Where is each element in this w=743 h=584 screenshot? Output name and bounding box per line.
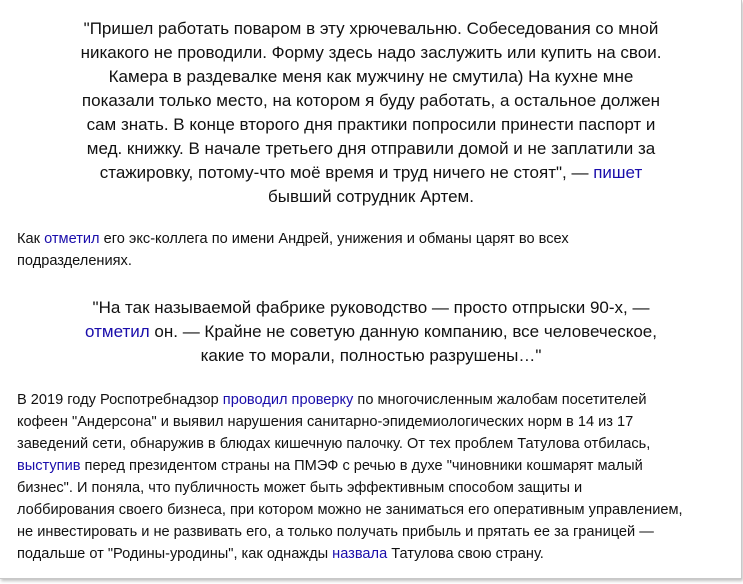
paragraph-line: не инвестировать и не развивать его, а только получать прибыль и прятать ее за границей — xyxy=(17,524,654,540)
quote-line: сам знать. В конце второго дня практики попросили принести паспорт и xyxy=(86,115,656,134)
quote-line: "Пришел работать поваром в эту хрючевальню. Собеседования со мной xyxy=(83,19,659,38)
quote-line: какие то морали, полностью разрушены…" xyxy=(200,346,542,365)
paragraph-text: по многочисленным жалобам посетителей xyxy=(353,392,647,408)
link-otmetil-1[interactable]: отметил xyxy=(44,231,100,247)
paragraph-line: лоббирования своего бизнеса, при котором можно не заниматься его оперативным управлением, xyxy=(17,502,683,518)
paragraph-line xyxy=(17,543,732,565)
paragraph-line xyxy=(17,455,732,477)
quote-line: Камера в раздевалке меня как мужчину не смутила) На кухне мне xyxy=(108,67,634,86)
paragraph-line: подразделениях. xyxy=(17,253,132,269)
quote-text: стажировку, потому-что моё время и труд ничего не стоят", — xyxy=(99,163,594,182)
quote-line xyxy=(40,320,702,344)
link-vystupiv[interactable]: выступив xyxy=(17,458,81,474)
paragraph-rospotrebnadzor xyxy=(17,389,732,565)
quote-line: никакого не проводили. Форму здесь надо заслужить или купить на свои. xyxy=(80,43,662,62)
paragraph-andrey xyxy=(17,228,732,272)
quote-line: "На так называемой фабрике руководство — просто отпрыски 90-х, — xyxy=(92,298,650,317)
paragraph-line: бизнес". И поняла, что публичность может быть эффективным способом защиты и xyxy=(17,480,583,496)
paragraph-text: его экс-коллега по имени Андрей, унижения и обманы царят во всех xyxy=(99,231,569,247)
paragraph-text: подальше от "Родины-уродины", как однажды xyxy=(17,546,333,562)
quote-line xyxy=(40,161,702,185)
quote-line: бывший сотрудник Артем. xyxy=(268,187,474,206)
link-nazvala[interactable]: назвала xyxy=(332,546,388,562)
paragraph-text: Татулова свою страну. xyxy=(387,546,544,562)
paragraph-line xyxy=(17,389,732,411)
quote-line: мед. книжку. В начале третьего дня отправили домой и не заплатили за xyxy=(86,139,656,158)
link-pishet[interactable]: пишет xyxy=(593,163,643,182)
link-otmetil-2[interactable]: отметил xyxy=(85,322,150,341)
quote-artem xyxy=(40,17,702,209)
paragraph-line xyxy=(17,228,732,250)
paragraph-line: кофеен "Андерсона" и выявил нарушения санитарно-эпидемиологических норм в 14 из 17 xyxy=(17,414,634,430)
paragraph-text: перед президентом страны на ПМЭФ с речью в духе "чиновники кошмарят малый xyxy=(80,458,643,474)
quote-text: он. — Крайне не советую данную компанию, все человеческое, xyxy=(149,322,657,341)
link-provodil-proverku[interactable]: проводил проверку xyxy=(222,392,354,408)
paragraph-text: В 2019 году Роспотребнадзор xyxy=(17,392,223,408)
quote-line: показали только место, на котором я буду работать, а остальное должен xyxy=(81,91,661,110)
paragraph-line: заведений сети, обнаружив в блюдах кишечную палочку. От тех проблем Татулова отбилась, xyxy=(17,436,651,452)
quote-andrey xyxy=(40,296,702,368)
paragraph-text: Как xyxy=(17,231,45,247)
